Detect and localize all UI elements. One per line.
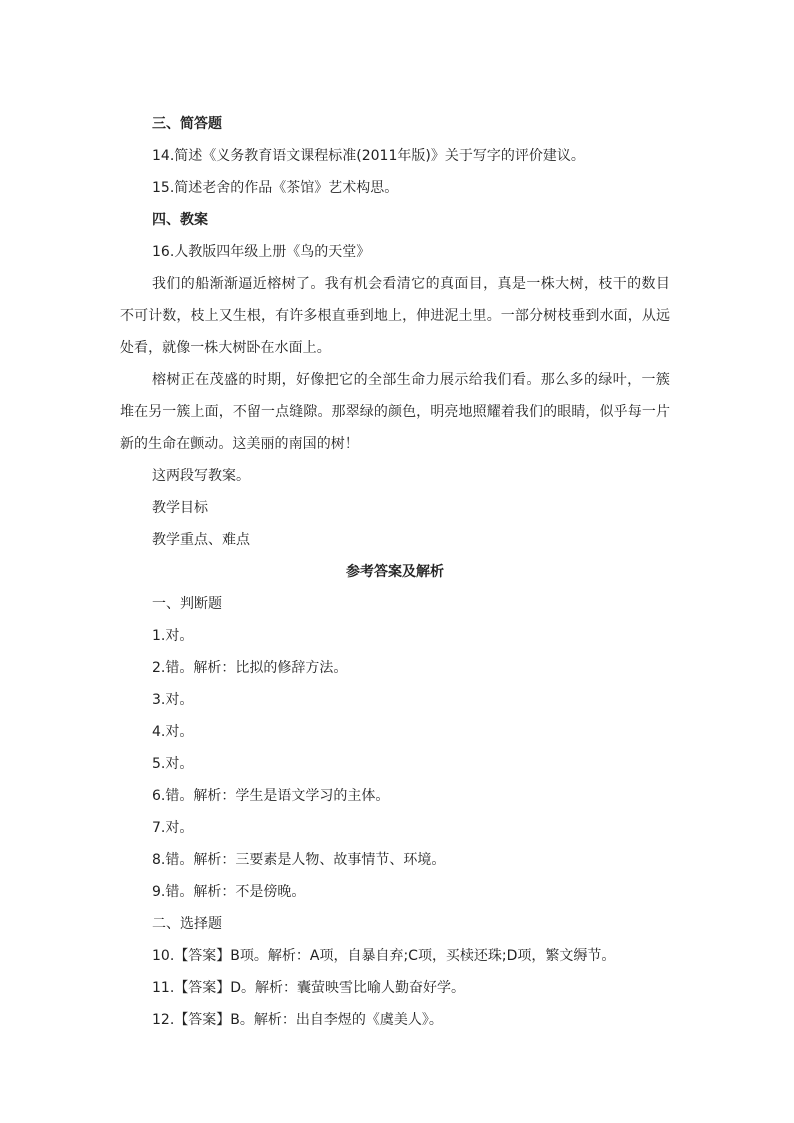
section-heading-short-answer: 三、简答题 [152,116,222,132]
answer-item: 8.错。解析：三要素是人物、故事情节、环境。 [152,852,446,868]
document-page [120,108,670,1036]
passage-paragraph-1: 我们的船渐渐逼近榕树了。我有机会看清它的真面目，真是一株大树，枝干的数目不可计数，枝上又生根，有许多根直垂到地上，伸进泥土里。一部分树枝垂到水面，从远处看，就像一株大树卧在水面上。 [120,276,670,356]
answer-item: 4.对。 [152,724,194,740]
judgment-heading: 一、判断题 [152,596,222,612]
section-heading-lesson-plan: 四、教案 [152,212,208,228]
answer-item: 11.【答案】D。解析：囊萤映雪比喻人勤奋好学。 [152,980,466,996]
answer-item: 1.对。 [152,628,194,644]
answer-item: 6.错。解析：学生是语文学习的主体。 [152,788,390,804]
answer-item: 9.错。解析：不是傍晚。 [152,884,306,900]
answer-item: 10.【答案】B项。解析：A项，自暴自弃;C项，买椟还珠;D项，繁文缛节。 [152,948,616,964]
answer-item: 5.对。 [152,756,194,772]
question-14: 14.简述《义务教育语文课程标准(2011年版)》关于写字的评价建议。 [152,148,585,164]
answer-item: 12.【答案】B。解析：出自李煜的《虞美人》。 [152,1012,443,1028]
choice-heading: 二、选择题 [152,916,222,932]
lesson-instruction: 这两段写教案。 [152,468,250,484]
answer-item: 3.对。 [152,692,194,708]
passage-paragraph-2: 榕树正在茂盛的时期，好像把它的全部生命力展示给我们看。那么多的绿叶，一簇堆在另一簇上面，不留一点缝隙。那翠绿的颜色，明亮地照耀着我们的眼睛，似乎每一片新的生命在颤动。这美丽的南国的树！ [120,372,670,452]
teaching-key-points-label: 教学重点、难点 [152,532,250,548]
answer-item: 7.对。 [152,820,194,836]
question-15: 15.简述老舍的作品《茶馆》艺术构思。 [152,180,399,196]
answers-title: 参考答案及解析 [346,564,444,580]
answer-item: 2.错。解析：比拟的修辞方法。 [152,660,348,676]
teaching-goal-label: 教学目标 [152,500,208,516]
question-16: 16.人教版四年级上册《鸟的天堂》 [152,244,371,260]
